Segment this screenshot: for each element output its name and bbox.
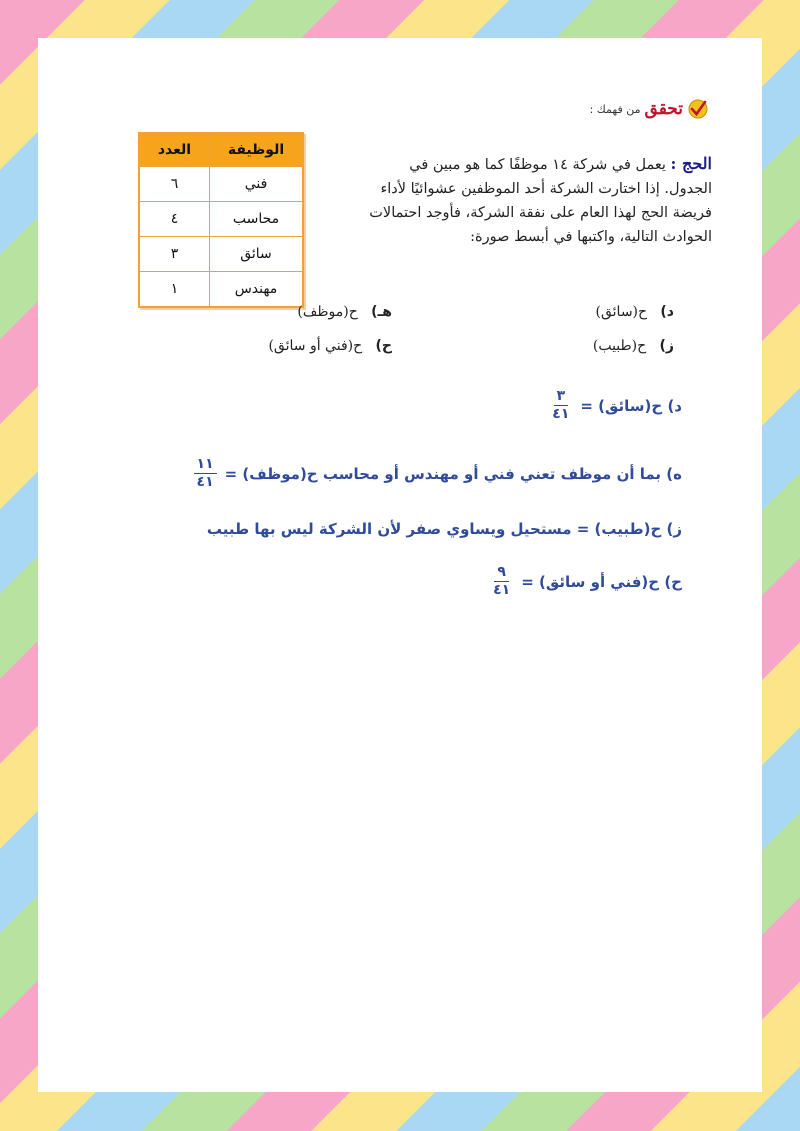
table-row (139, 272, 303, 308)
answer-d-text: د) ح(سائق) = (580, 396, 682, 415)
answer-h-denominator: ٤١ (196, 474, 214, 490)
answer-h2-fraction (490, 564, 513, 599)
question-d-text: ح(سائق) (595, 304, 648, 320)
answer-h-text: ه) بما أن موظف تعني فني أو مهندس أو محاسب ح(موظف) = (224, 464, 682, 483)
table-row (139, 237, 303, 272)
question-d (596, 304, 674, 320)
answer-z (207, 520, 682, 538)
cell-count: ١ (139, 272, 210, 308)
answer-h-numerator: ١١ (194, 456, 217, 474)
question-z-letter: ز) (659, 338, 674, 354)
answer-h2 (486, 564, 682, 599)
question-d-letter: د) (660, 304, 674, 320)
question-h-text: ح(موظف) (297, 304, 358, 320)
cell-count: ٣ (139, 237, 210, 272)
answer-d-numerator: ٣ (554, 388, 569, 406)
answer-h-fraction (194, 456, 217, 491)
cell-job: فني (210, 167, 304, 202)
check-subtitle: من فهمك : (589, 102, 641, 116)
table-header-row (139, 133, 303, 167)
question-z (593, 338, 674, 354)
header-count: العدد (139, 133, 210, 167)
question-h2 (268, 338, 392, 354)
answer-d-fraction (549, 388, 572, 423)
cell-job: محاسب (210, 202, 304, 237)
check-title: تحقق (644, 99, 683, 119)
cell-job: مهندس (210, 272, 304, 308)
cell-count: ٤ (139, 202, 210, 237)
question-h-letter: هـ) (371, 304, 392, 320)
answer-z-text: ز) ح(طبيب) = مستحيل ويساوي صفر لأن الشركة ليس بها طبيب (206, 520, 682, 538)
problem-keyword: الحج : (670, 154, 712, 173)
answer-d-denominator: ٤١ (552, 406, 570, 422)
answer-h (190, 456, 682, 491)
problem-text: يعمل في شركة ١٤ موظفًا كما هو مبين في الجدول. إذا اختارت الشركة أحد الموظفين عشوائيًا لأداء فريضة الحج لهذا العام على نفقة الشركة، فأوجد احتمالات الحوادث التالية، واكتبها في أبسط صورة: (369, 157, 712, 245)
question-h2-text: ح(فني أو سائق) (268, 338, 363, 354)
pencil-check-icon (687, 98, 709, 120)
answer-h2-text: ح) ح(فني أو سائق) = (521, 572, 682, 591)
question-z-text: ح(طبيب) (592, 338, 647, 354)
table-row (139, 167, 303, 202)
answer-h2-numerator: ٩ (494, 564, 509, 582)
header-job: الوظيفة (210, 133, 304, 167)
problem-statement (362, 152, 712, 249)
question-h2-letter: ح) (375, 338, 392, 354)
cell-count: ٦ (139, 167, 210, 202)
question-h (297, 304, 392, 320)
jobs-table (138, 132, 304, 308)
check-understanding-header (590, 98, 709, 120)
cell-job: سائق (210, 237, 304, 272)
table-row (139, 202, 303, 237)
answer-d (545, 388, 682, 423)
answer-h2-denominator: ٤١ (493, 582, 511, 598)
